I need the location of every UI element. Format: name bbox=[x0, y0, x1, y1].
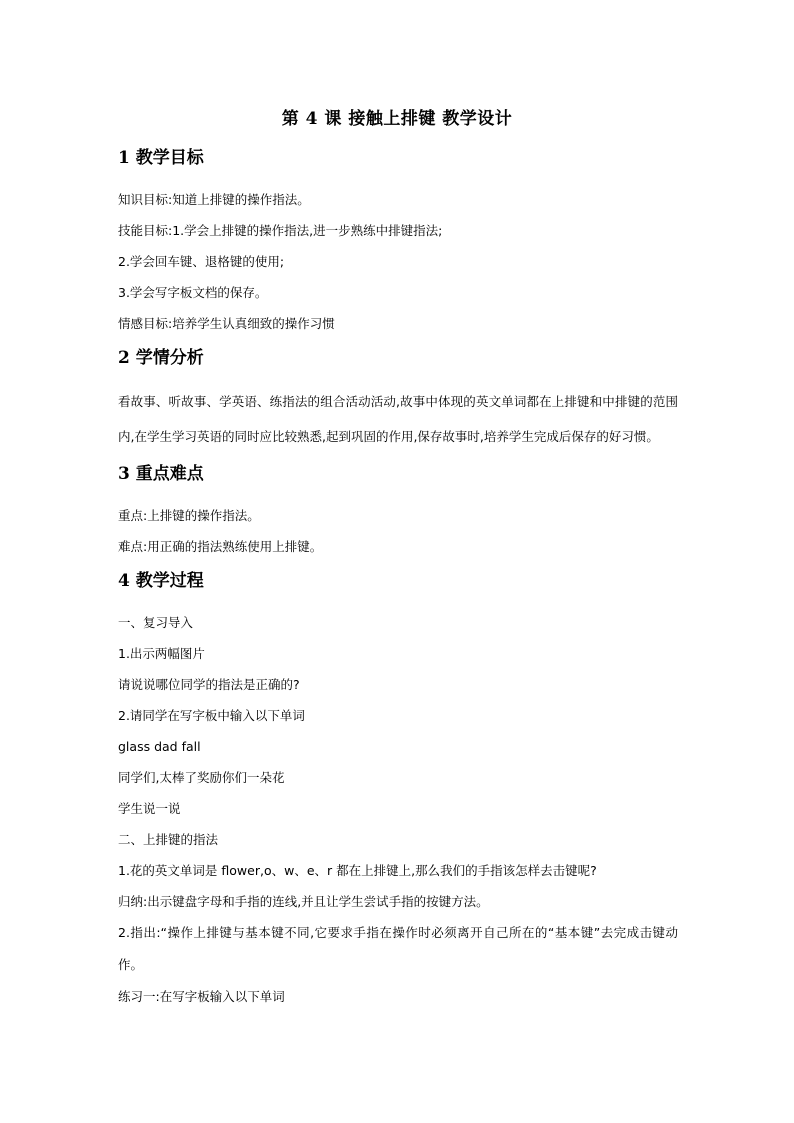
process-paragraph: 2.指出:“操作上排键与基本键不同,它要求手指在操作时必须离开自己所在的“基本键”去完成击键动作。 bbox=[118, 925, 678, 972]
process-step: 1.花的英文单词是 flower,o、w、e、r 都在上排键上,那么我们的手指该怎样去击键呢? bbox=[118, 863, 597, 878]
document-title: 第 4 课 接触上排键 教学设计 bbox=[281, 109, 513, 129]
objective-skill-3: 3.学会写字板文档的保存。 bbox=[118, 285, 268, 300]
process-step: 练习一:在写字板输入以下单词 bbox=[118, 989, 285, 1004]
process-step: 一、复习导入 bbox=[118, 615, 194, 630]
section-heading-objectives: 1 教学目标 bbox=[118, 148, 204, 168]
objective-skill: 技能目标:1.学会上排键的操作指法,进一步熟练中排键指法; bbox=[118, 223, 443, 238]
process-step: 1.出示两幅图片 bbox=[118, 646, 205, 661]
analysis-paragraph: 看故事、听故事、学英语、练指法的组合活动活动,故事中体现的英文单词都在上排键和中排键的范围内,在学生学习英语的同时应比较熟悉,起到巩固的作用,保存故事时,培养学生完成后保存的好习惯。 bbox=[118, 394, 678, 444]
process-step: 2.请同学在写字板中输入以下单词 bbox=[118, 708, 305, 723]
difficult-point: 难点:用正确的指法熟练使用上排键。 bbox=[118, 539, 323, 554]
process-step: 同学们,太棒了奖励你们一朵花 bbox=[118, 770, 285, 785]
key-point: 重点:上排键的操作指法。 bbox=[118, 508, 260, 523]
process-step: 学生说一说 bbox=[118, 801, 181, 816]
process-step: glass dad fall bbox=[118, 739, 201, 754]
objective-emotion: 情感目标:培养学生认真细致的操作习惯 bbox=[118, 316, 335, 331]
objective-skill-2: 2.学会回车键、退格键的使用; bbox=[118, 254, 285, 269]
process-step: 请说说哪位同学的指法是正确的? bbox=[118, 677, 300, 692]
section-heading-key-points: 3 重点难点 bbox=[118, 464, 204, 484]
objective-knowledge: 知识目标:知道上排键的操作指法。 bbox=[118, 192, 310, 207]
section-heading-process: 4 教学过程 bbox=[118, 571, 204, 591]
document-body bbox=[118, 146, 678, 1012]
section-heading-analysis: 2 学情分析 bbox=[118, 348, 204, 368]
process-step: 归纳:出示键盘字母和手指的连线,并且让学生尝试手指的按键方法。 bbox=[118, 894, 489, 909]
process-step: 二、上排键的指法 bbox=[118, 832, 219, 847]
